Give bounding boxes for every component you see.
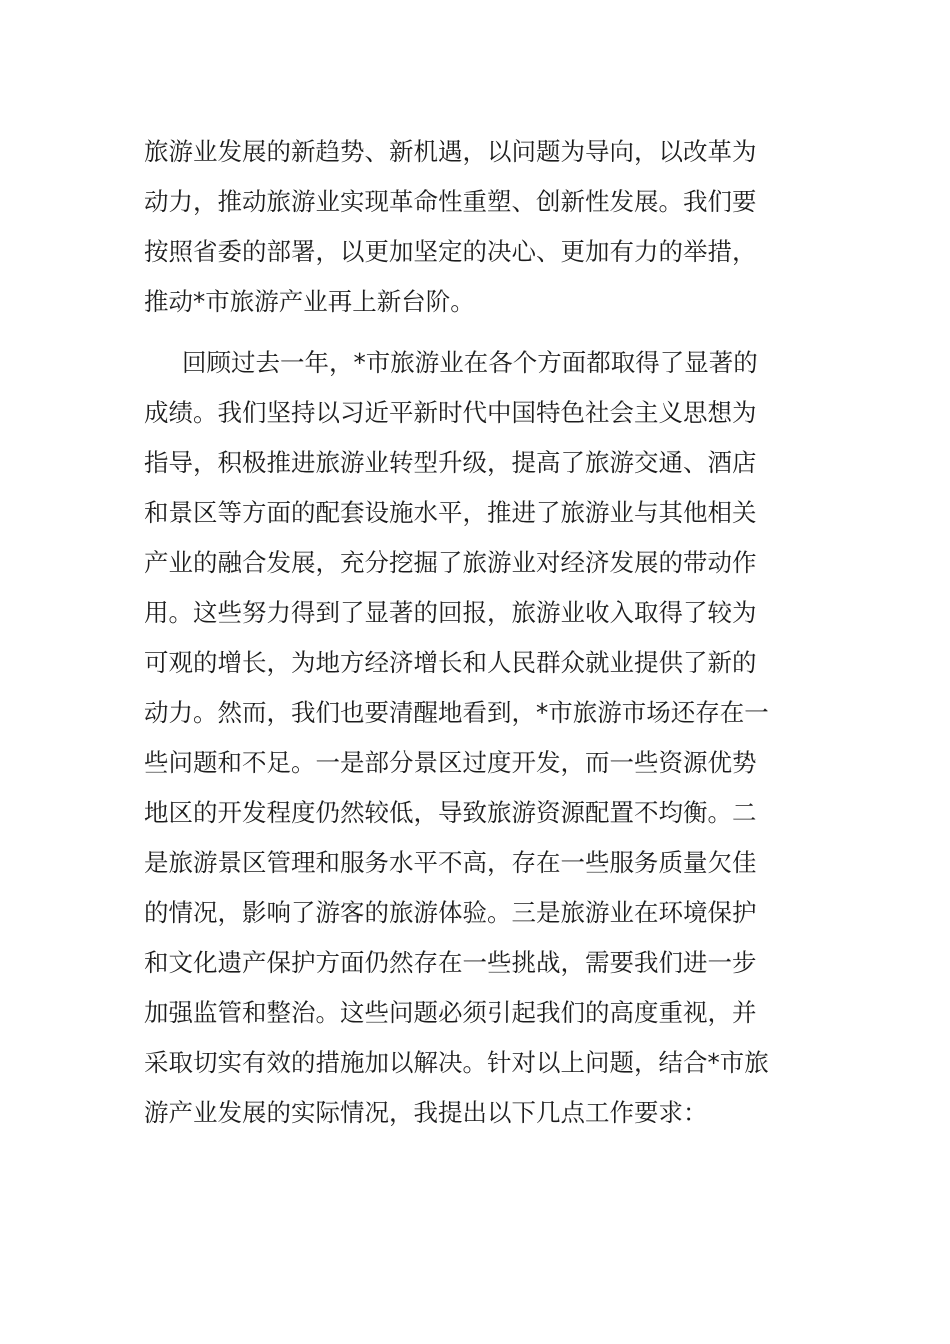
paragraph-line: 是旅游景区管理和服务水平不高，存在一些服务质量欠佳	[144, 848, 757, 877]
paragraph-line: 地区的开发程度仍然较低，导致旅游资源配置不均衡。二	[144, 798, 757, 827]
paragraph-line: 推动*市旅游产业再上新台阶。	[144, 287, 475, 316]
paragraph-line: 游产业发展的实际情况，我提出以下几点工作要求：	[144, 1098, 708, 1127]
paragraph-line: 按照省委的部署，以更加坚定的决心、更加有力的举措，	[144, 237, 757, 266]
paragraph-line: 动力。然而，我们也要清醒地看到，*市旅游市场还存在一	[144, 698, 769, 727]
paragraph-line: 动力，推动旅游业实现革命性重塑、创新性发展。我们要	[144, 187, 757, 216]
paragraph-line: 的情况，影响了游客的旅游体验。三是旅游业在环境保护	[144, 898, 757, 927]
paragraph-1	[144, 127, 804, 327]
paragraph-2	[144, 338, 804, 1138]
paragraph-line: 用。这些努力得到了显著的回报，旅游业收入取得了较为	[144, 598, 757, 627]
paragraph-line: 旅游业发展的新趋势、新机遇，以问题为导向，以改革为	[144, 137, 757, 166]
paragraph-line: 和景区等方面的配套设施水平，推进了旅游业与其他相关	[144, 498, 757, 527]
paragraph-line: 和文化遗产保护方面仍然存在一些挑战，需要我们进一步	[144, 948, 757, 977]
paragraph-line: 可观的增长，为地方经济增长和人民群众就业提供了新的	[144, 648, 757, 677]
paragraph-line: 些问题和不足。一是部分景区过度开发，而一些资源优势	[144, 748, 757, 777]
paragraph-line: 成绩。我们坚持以习近平新时代中国特色社会主义思想为	[144, 398, 757, 427]
paragraph-line: 加强监管和整治。这些问题必须引起我们的高度重视，并	[144, 998, 757, 1027]
paragraph-line: 采取切实有效的措施加以解决。针对以上问题，结合*市旅	[144, 1048, 769, 1077]
paragraph-first-line: 回顾过去一年，*市旅游业在各个方面都取得了显著的	[182, 348, 758, 377]
paragraph-line: 指导，积极推进旅游业转型升级，提高了旅游交通、酒店	[144, 448, 757, 477]
paragraph-line: 产业的融合发展，充分挖掘了旅游业对经济发展的带动作	[144, 548, 757, 577]
